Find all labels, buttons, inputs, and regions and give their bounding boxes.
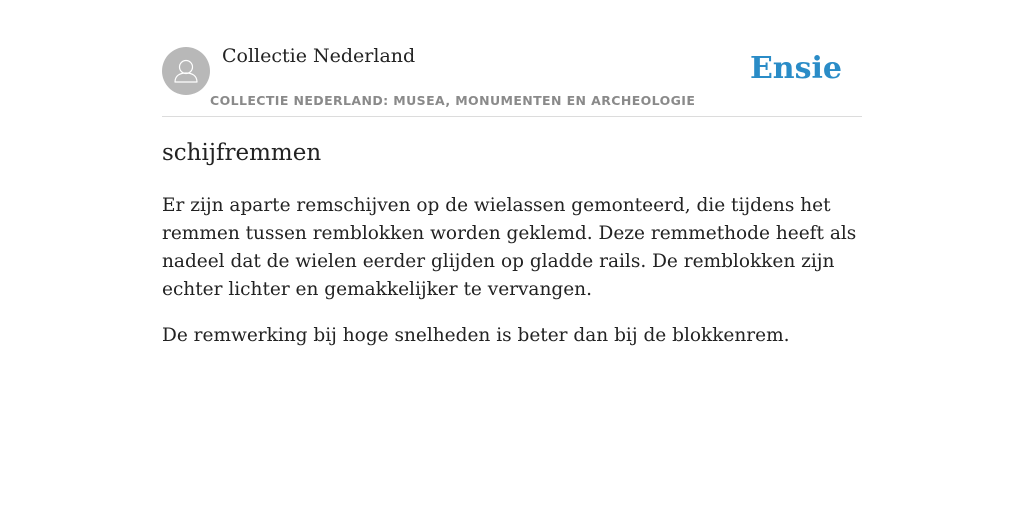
- paragraph: De remwerking bij hoge snelheden is beter dan bij de blokkenrem.: [162, 325, 790, 346]
- author-avatar[interactable]: [162, 47, 210, 95]
- term-title: schijfremmen: [162, 140, 322, 166]
- article-body: [162, 192, 862, 368]
- author-name[interactable]: Collectie Nederland: [222, 45, 416, 67]
- paragraph: Er zijn aparte remschijven op de wielassen gemonteerd, die tijdens het remmen tussen remblokken worden geklemd. Deze remmethode heeft als nadeel dat de wielen eerder glijden op gladde rails. De remblokken zijn echter lichter en gemakkelijker te vervangen.: [162, 195, 857, 300]
- article-header: [162, 0, 862, 117]
- page-container: [162, 0, 862, 346]
- source-label[interactable]: COLLECTIE NEDERLAND: MUSEA, MONUMENTEN EN ARCHEOLOGIE: [210, 93, 696, 108]
- user-silhouette-icon: [162, 47, 210, 95]
- brand-logo[interactable]: Ensie: [749, 51, 842, 86]
